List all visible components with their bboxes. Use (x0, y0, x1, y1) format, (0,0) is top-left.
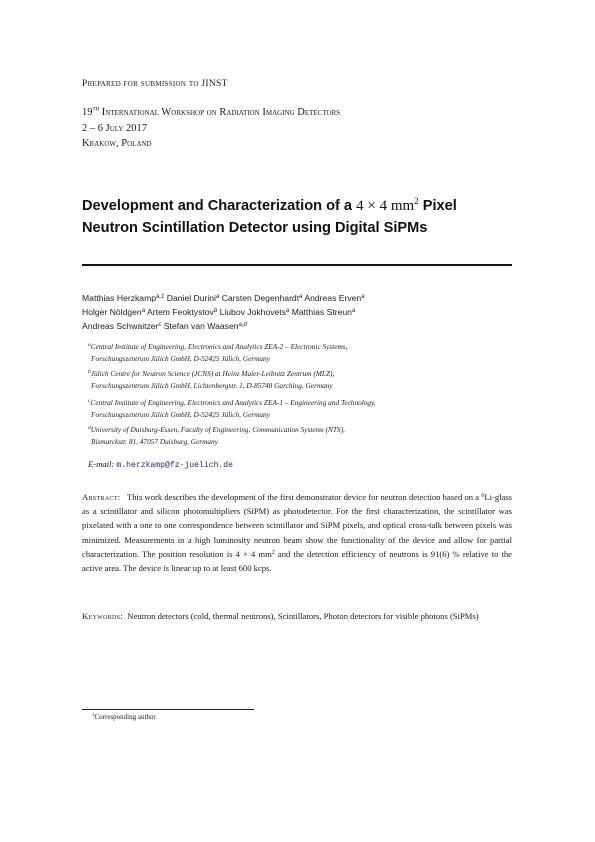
author: Carsten Degenhardt$^a$ (221, 293, 303, 303)
title-part2: Pixel (418, 198, 457, 214)
abstract-sup: 6 (481, 493, 485, 499)
email-label: E-mail: (88, 459, 115, 469)
workshop-name-rest: International Workshop on Radiation Imaging Detectors (99, 107, 341, 118)
title-math: 4 × 4 mm (356, 198, 415, 214)
abstract-text: Li-glass as a scintillator and silicon photomultipliers (SiPM) as photodetector. For the first characterization, the scintillator was pixelated with a one to one correspondence between scintillator and SiPM pixels, and optical cross-talk between pixels was minimized. Measurements in a high luminosity neutron beam show the functionality of the device and allow for partial characterization. The position resolution is 4 × 4 mm (82, 492, 513, 559)
author: Matthias Herzkamp$^{a,1}$ (82, 293, 165, 303)
footnote-text: Corresponding author (94, 713, 156, 721)
affiliation: $^a$Central Institute of Engineering, Electronics and Analytics ZEA-2 – Electronic Systems, Forschungszentrum Jülich GmbH, D-52425 Jülich, Germany (88, 342, 348, 363)
author: Artem Feoktystov$^b$ (146, 307, 218, 318)
submission-note: Prepared for submission to JINST (82, 79, 228, 89)
author: Daniel Durini$^a$ (166, 293, 220, 303)
author: Andreas Erven$^a$ (304, 293, 365, 303)
abstract-text: This work describes the development of the first demonstrator device for neutron detection based on a (126, 492, 482, 502)
workshop-location: Krakow, Poland (82, 138, 152, 149)
keywords (82, 609, 512, 623)
paper-title (82, 195, 522, 239)
contact-email (88, 459, 233, 470)
abstract (82, 490, 512, 575)
author: Stefan van Waasen$^{a,d}$ (163, 321, 247, 332)
footnote-mark: 1 (92, 713, 95, 718)
keywords-text: Neutron detectors (cold, thermal neutrons), Scintillators, Photon detectors for visible photons (SiPMs) (127, 611, 479, 621)
affiliation: $^c$Central Institute of Engineering, Electronics and Analytics ZEA-1 – Engineering and Technology, Forschungszentrum Jülich GmbH, D-52425 Jülich, Germany (88, 398, 376, 419)
author: Holger Nöldgen$^a$ (82, 307, 146, 318)
affiliation: $^b$Jülich Centre for Neutron Science (JCNS) at Heinz Maier-Leibnitz Zentrum (MLZ), Forschungszentrum Jülich GmbH, Lichtenbergstr. 1, D-85748 Garching, Germany (88, 369, 335, 390)
footnote (92, 712, 156, 722)
workshop-name (82, 106, 340, 119)
title-part1: Development and Characterization of a (82, 198, 357, 214)
footnote-rule (82, 709, 254, 710)
author: Matthias Streun$^a$ (291, 307, 356, 318)
workshop-number: 19 (82, 107, 93, 118)
abstract-sup: 2 (271, 549, 275, 556)
keywords-label: Keywords: (82, 611, 123, 621)
title-line2: Neutron Scintillation Detector using Digital SiPMs (82, 220, 428, 236)
title-math-sup: 2 (414, 196, 419, 207)
workshop-ordinal: th (92, 104, 100, 113)
title-rule (82, 264, 512, 266)
abstract-label: Abstract: (82, 492, 121, 502)
affiliation: $^d$University of Duisburg-Essen, Faculty of Engineering, Communication Systems (NTS), Bismarckstr. 81, 47057 Duisburg, Germany (88, 425, 345, 446)
author: Andreas Schwaitzer$^c$ (82, 321, 162, 332)
author: Liubov Jokhovets$^a$ (219, 307, 290, 318)
email-link[interactable]: m.herzkamp@fz-juelich.de (116, 461, 233, 470)
workshop-dates: 2 – 6 July 2017 (82, 123, 148, 134)
abstract-text: and the detection efficiency of neutrons is 91(6) % relative to the active area. The device is linear up to at least 600 kcps. (82, 548, 513, 574)
author-list (82, 291, 522, 334)
